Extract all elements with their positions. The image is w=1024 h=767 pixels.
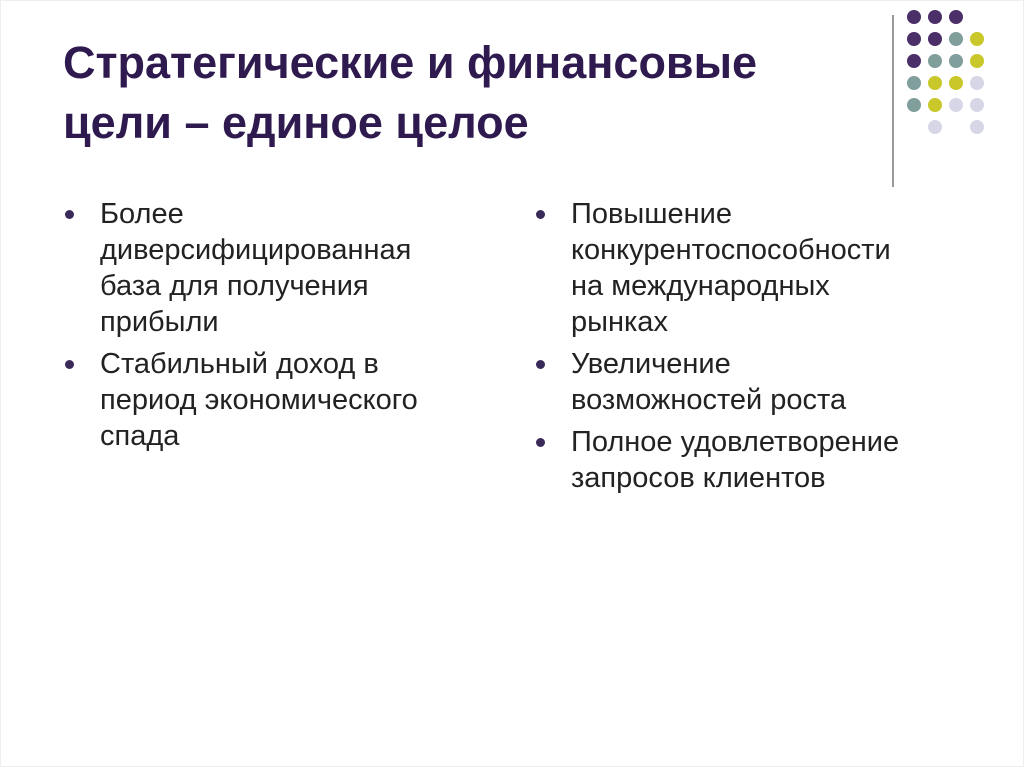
decorative-dot [928,98,942,112]
slide-title [63,33,883,153]
list-item-line: прибыли [100,306,219,338]
bullet-icon [65,210,74,219]
decorative-dot [907,32,921,46]
list-item-line: на международных [571,270,830,302]
right-bullet-list [534,196,994,502]
left-bullet-list [63,196,483,460]
list-item-line: период экономического [100,384,418,416]
list-item [63,196,483,340]
vertical-divider [892,15,894,187]
decorative-dot [970,32,984,46]
decorative-dot [970,54,984,68]
list-item-line: Полное удовлетворение [571,426,900,458]
decorative-dot [949,54,963,68]
decorative-dot-grid [907,10,997,170]
decorative-dot [970,120,984,134]
bullet-icon [536,210,545,219]
list-item-line: Стабильный доход в [100,348,379,380]
list-item-line: спада [100,420,180,452]
list-item [63,346,483,454]
decorative-dot [949,10,963,24]
decorative-dot [949,76,963,90]
decorative-dot [928,54,942,68]
bullet-icon [536,438,545,447]
bullet-icon [536,360,545,369]
list-item-line: Более [100,198,184,230]
decorative-dot [907,54,921,68]
decorative-dot [928,76,942,90]
decorative-dot [928,10,942,24]
decorative-dot [928,32,942,46]
list-item-line: рынках [571,306,668,338]
list-item [534,424,994,496]
decorative-dot [970,76,984,90]
list-item-line: запросов клиентов [571,462,826,494]
decorative-dot [907,98,921,112]
decorative-dot [949,98,963,112]
decorative-dot [907,10,921,24]
list-item-line: конкурентоспособности [571,234,891,266]
list-item [534,346,994,418]
slide-title-line-2: цели – единое целое [63,97,529,148]
list-item-line: Увеличение [571,348,731,380]
decorative-dot [907,76,921,90]
list-item-line: возможностей роста [571,384,847,416]
decorative-dot [970,98,984,112]
bullet-icon [65,360,74,369]
slide-title-line-1: Стратегические и финансовые [63,37,758,88]
decorative-dot [949,32,963,46]
list-item-line: Повышение [571,198,732,230]
list-item [534,196,994,340]
list-item-line: диверсифицированная [100,234,412,266]
list-item-line: база для получения [100,270,369,302]
decorative-dot [928,120,942,134]
